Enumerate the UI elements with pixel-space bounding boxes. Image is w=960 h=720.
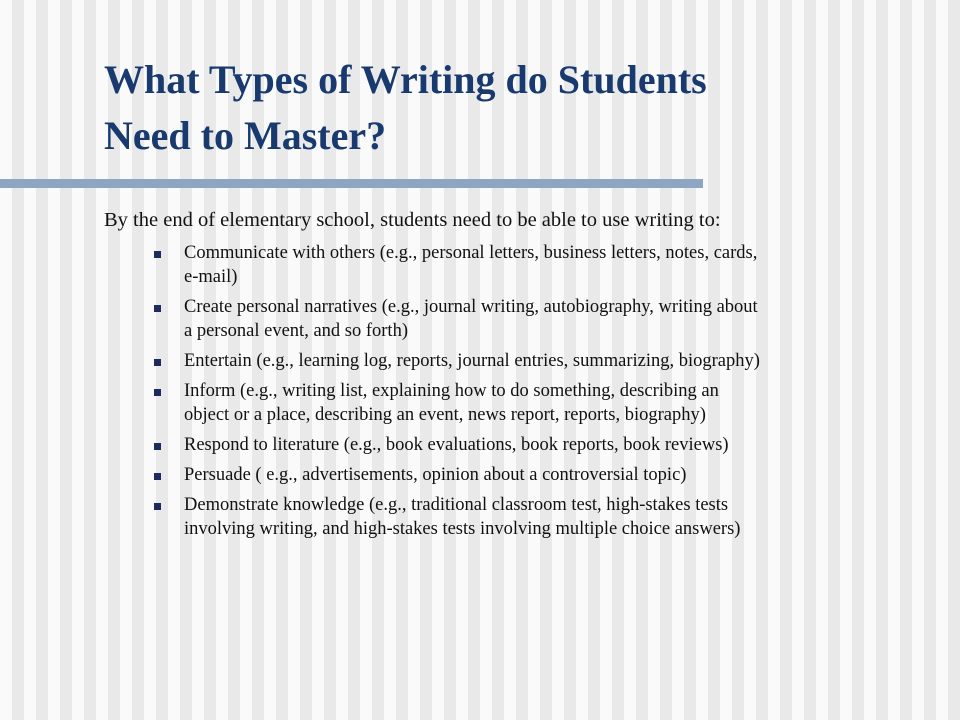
bullet-text-line-2: a personal event, and so forth) [184, 321, 408, 341]
square-bullet-icon [154, 359, 161, 366]
bullet-item-communicate [154, 241, 944, 289]
square-bullet-icon [154, 305, 161, 312]
bullet-text-line-1: Inform (e.g., writing list, explaining how to do something, describing an [184, 381, 719, 401]
bullet-item-entertain [154, 349, 944, 373]
slide-title-line-2: Need to Master? [104, 113, 387, 158]
bullet-text-line-1: Entertain (e.g., learning log, reports, journal entries, summarizing, biography) [184, 351, 760, 371]
bullet-text-line-1: Create personal narratives (e.g., journal writing, autobiography, writing about [184, 297, 758, 317]
bullet-list [154, 241, 944, 547]
bullet-text-line-1: Communicate with others (e.g., personal letters, business letters, notes, cards, [184, 243, 758, 263]
slide-title-line-1: What Types of Writing do Students [104, 57, 707, 102]
bullet-text-line-2: e-mail) [184, 267, 238, 287]
bullet-text-line-1: Respond to literature (e.g., book evaluations, book reports, book reviews) [184, 435, 729, 455]
bullet-text-line-1: Demonstrate knowledge (e.g., traditional classroom test, high-stakes tests [184, 495, 729, 515]
bullet-text-line-2: object or a place, describing an event, news report, reports, biography) [184, 405, 706, 425]
bullet-item-respond [154, 433, 944, 457]
bullet-item-persuade [154, 463, 944, 487]
bullet-text-line-2: involving writing, and high-stakes tests involving multiple choice answers) [184, 519, 741, 539]
square-bullet-icon [154, 503, 161, 510]
bullet-text-line-1: Persuade ( e.g., advertisements, opinion about a controversial topic) [184, 465, 687, 485]
bullet-item-narratives [154, 295, 944, 343]
square-bullet-icon [154, 251, 161, 258]
title-divider [0, 179, 703, 188]
bullet-item-inform [154, 379, 944, 427]
lead-text: By the end of elementary school, students need to be able to use writing to: [104, 209, 721, 231]
slide-title [104, 52, 924, 164]
square-bullet-icon [154, 389, 161, 396]
square-bullet-icon [154, 443, 161, 450]
bullet-item-demonstrate [154, 493, 944, 541]
square-bullet-icon [154, 473, 161, 480]
